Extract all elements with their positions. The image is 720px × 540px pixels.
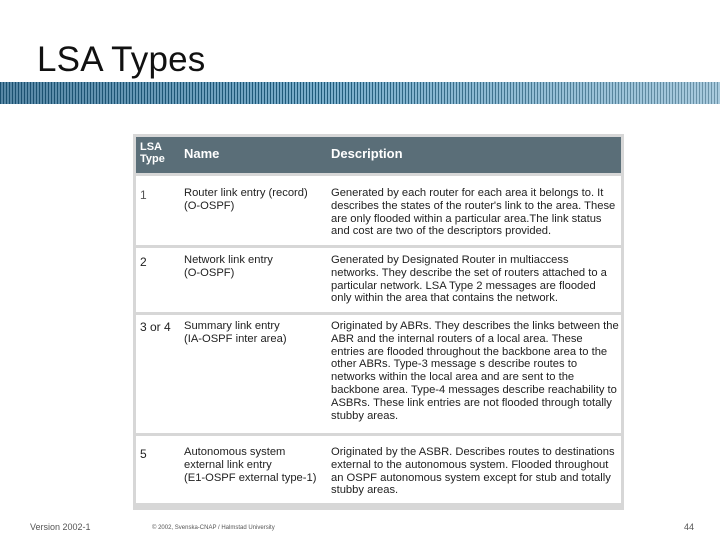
row-2-description: Generated by Designated Router in multiaccess networks. They describe the set of routers attached to a particular network. LSA Type 2 messages are flooded only within the area that contains the network. (331, 254, 607, 305)
row-3-description: Originated by ABRs. They describes the links between the ABR and the internal routers of a local area. These entries are flooded throughout the backbone area to the other ABRs. Type-3 message s describe routes to networks within the local area and are sent to the backbone area. Type-4 messages describe reachability to ASBRs. These link entries are not flooded through totally stubby areas. (331, 320, 619, 422)
row-4-name: Autonomous system external link entry (E1-OSPF external type-1) (184, 446, 317, 484)
header-description: Description (331, 146, 403, 161)
row-1-description: Generated by each router for each area it belongs to. It describes the states of the router's link to the area. These are only flooded within a particular area.The link status and cost are two of the descriptors provided. (331, 187, 616, 238)
row-1-type: 1 (140, 188, 147, 202)
footer-copyright: © 2002, Svenska-CNAP / Halmstad University (152, 525, 275, 531)
row-2-name: Network link entry (O-OSPF) (184, 254, 273, 279)
slide-title: LSA Types (37, 40, 206, 79)
table-row (136, 315, 621, 433)
row-4-description: Originated by the ASBR. Describes routes to destinations external to the autonomous system. Flooded throughout an OSPF autonomous system except for stub and totally stubby areas. (331, 446, 615, 497)
table-header-row (136, 137, 621, 173)
row-1-name: Router link entry (record) (O-OSPF) (184, 187, 308, 212)
table-row (136, 248, 621, 312)
page-number: 44 (684, 522, 695, 532)
table-row (136, 436, 621, 503)
header-name: Name (184, 146, 220, 161)
row-3-type: 3 or 4 (140, 320, 171, 334)
row-4-type: 5 (140, 447, 147, 461)
row-3-name: Summary link entry (IA-OSPF inter area) (184, 320, 287, 345)
title-underline-shade (0, 82, 720, 104)
lsa-types-table (136, 137, 621, 503)
table-row (136, 176, 621, 245)
row-2-type: 2 (140, 255, 147, 269)
header-lsa-type: LSA Type (140, 141, 165, 165)
footer-version: Version 2002-1 (30, 522, 91, 532)
